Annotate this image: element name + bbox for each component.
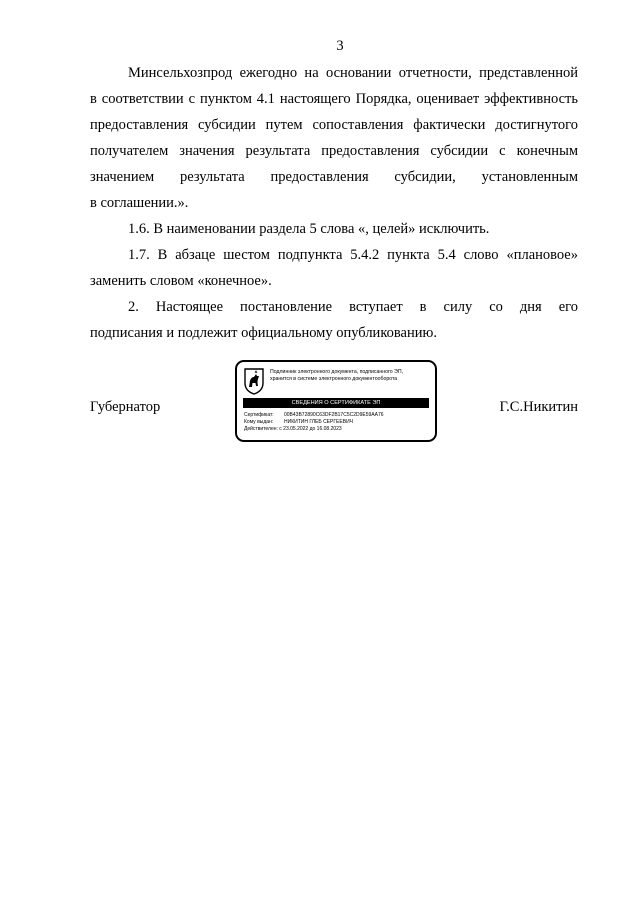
paragraph-line: в соответствии с пунктом 4.1 настоящего Порядка, оценивает эффективность [90, 91, 578, 107]
paragraph-line: 2. Настоящее постановление вступает в силу со дня его [128, 299, 578, 315]
paragraph-line: заменить словом «конечное». [90, 273, 272, 289]
issued-to-label: Кому выдан: [244, 419, 274, 425]
stamp-notice-line: хранится в системе электронного документооборота [270, 375, 398, 382]
issued-to-row [244, 419, 384, 426]
page-number: 3 [336, 38, 344, 54]
issued-to-value: НИКИТИН ГЛЕБ СЕРГЕЕВИЧ [284, 419, 353, 425]
stamp-header: СВЕДЕНИЯ О СЕРТИФИКАТЕ ЭП [243, 398, 429, 408]
validity-row: Действителен: с 23.05.2022 до 16.08.2023 [244, 426, 342, 432]
item-1-7 [90, 242, 578, 294]
stamp-notice [270, 369, 432, 382]
coat-of-arms-icon [243, 367, 265, 395]
certificate-label: Сертификат: [244, 412, 274, 418]
paragraph-evaluation [90, 60, 578, 216]
certificate-details [244, 412, 384, 433]
electronic-signature-stamp [235, 360, 437, 442]
paragraph-line: подписания и подлежит официальному опубликованию. [90, 325, 437, 341]
item-2 [90, 294, 578, 346]
document-body [90, 60, 578, 346]
item-1-6 [90, 216, 578, 242]
paragraph-line: значением результата предоставления субсидии, установленным [90, 169, 578, 185]
certificate-row [244, 412, 384, 419]
paragraph-line: 1.6. В наименовании раздела 5 слова «, целей» исключить. [128, 221, 490, 237]
paragraph-line: предоставления субсидии путем сопоставления фактически достигнутого [90, 117, 578, 133]
certificate-value: 00B43B72890C63DF2B17C5C2D9E59AA76 [284, 412, 384, 418]
paragraph-line: в соглашении.». [90, 195, 189, 211]
signatory-name: Г.С.Никитин [499, 399, 578, 415]
paragraph-line: Минсельхозпрод ежегодно на основании отчетности, представленной [128, 65, 578, 81]
paragraph-line: 1.7. В абзаце шестом подпункта 5.4.2 пункта 5.4 слово «плановое» [128, 247, 578, 263]
signatory-position: Губернатор [90, 399, 161, 415]
stamp-notice-line: Подлинник электронного документа, подписанного ЭП, [270, 369, 404, 375]
paragraph-line: получателем значения результата предоставления субсидии с конечным [90, 143, 578, 159]
